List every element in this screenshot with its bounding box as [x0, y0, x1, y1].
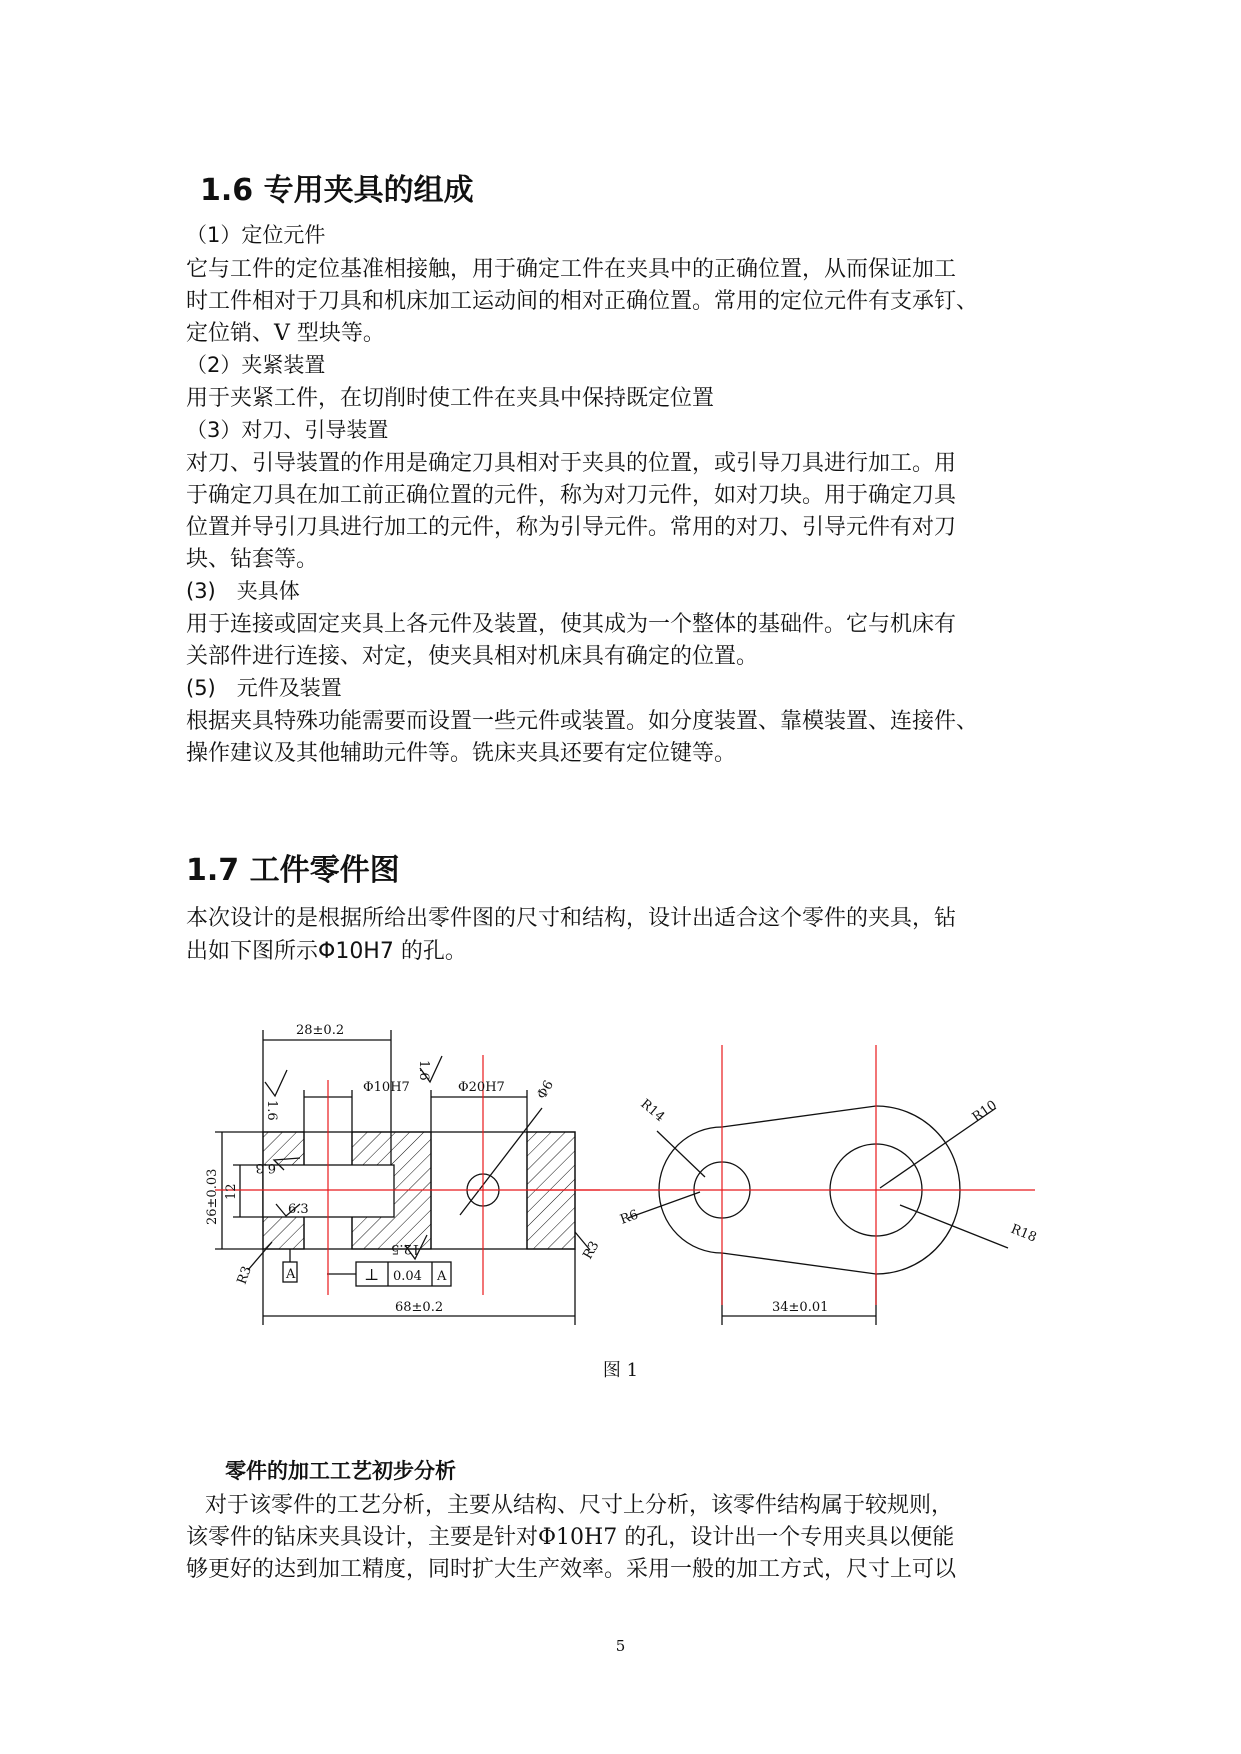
dim-phi6: Φ6	[534, 1078, 557, 1102]
rough-1-6-b: 1.6	[416, 1060, 431, 1081]
dim-12: 12	[224, 1183, 239, 1200]
rough-6-3-b: 6.3	[288, 1202, 309, 1217]
figure-caption: 图 1	[602, 1360, 639, 1381]
body-line: 定位销、V 型块等。	[186, 321, 385, 346]
dim-r10: R10	[969, 1097, 1000, 1126]
item-heading-elements-devices: (5) 元件及装置	[186, 676, 342, 700]
body-line: 用于连接或固定夹具上各元件及装置，使其成为一个整体的基础件。它与机床有	[186, 612, 957, 637]
body-line: 位置并导引刀具进行加工的元件，称为引导元件。常用的对刀、引导元件有对刀	[186, 515, 957, 540]
body-line: 时工件相对于刀具和机床加工运动间的相对正确位置。常用的定位元件有支承钉、	[186, 289, 979, 314]
perpendicularity-symbol: ⊥	[364, 1265, 380, 1284]
dim-phi10: Φ10H7	[363, 1080, 410, 1095]
body-line: 操作建议及其他辅助元件等。铣床夹具还要有定位键等。	[186, 741, 737, 766]
body-line: 于确定刀具在加工前正确位置的元件，称为对刀元件，如对刀块。用于确定刀具	[186, 483, 957, 508]
item-heading-locating-element: （1）定位元件	[186, 223, 326, 247]
dim-68: 68±0.2	[395, 1300, 444, 1315]
body-line: 关部件进行连接、对定，使夹具相对机床具有确定的位置。	[186, 644, 759, 669]
item-heading-fixture-body: (3) 夹具体	[186, 579, 300, 603]
body-line: 够更好的达到加工精度，同时扩大生产效率。采用一般的加工方式，尺寸上可以	[186, 1557, 957, 1582]
section-title-1-6: 1.6 专用夹具的组成	[200, 173, 474, 208]
dim-r14: R14	[637, 1096, 668, 1125]
dim-r3-left: R3	[234, 1264, 255, 1287]
dim-phi20: Φ20H7	[458, 1080, 505, 1095]
dim-28: 28±0.2	[296, 1023, 345, 1038]
body-line: 出如下图所示Φ10H7 的孔。	[186, 939, 467, 964]
body-line: 块、钻套等。	[186, 547, 319, 572]
dim-26: 26±0.03	[205, 1168, 220, 1225]
item-heading-clamping-device: （2）夹紧装置	[186, 353, 326, 377]
page-number: 5	[615, 1637, 626, 1655]
plan-view	[628, 1106, 1008, 1325]
item-heading-tool-guide: （3）对刀、引导装置	[186, 418, 389, 442]
body-line: 对刀、引导装置的作用是确定刀具相对于夹具的位置，或引导刀具进行加工。用	[186, 451, 957, 476]
body-line: 对于该零件的工艺分析，主要从结构、尺寸上分析，该零件结构属于较规则，	[205, 1493, 954, 1518]
dim-34: 34±0.01	[772, 1300, 829, 1315]
rough-12-5: 12.5	[391, 1241, 420, 1256]
perp-tolerance: 0.04	[393, 1269, 422, 1284]
body-line: 用于夹紧工件，在切削时使工件在夹具中保持既定位置	[186, 386, 715, 411]
analysis-title: 零件的加工工艺初步分析	[225, 1459, 456, 1483]
datum-a: A	[286, 1267, 296, 1282]
rough-1-6-a: 1.6	[264, 1100, 279, 1121]
dim-r6: R6	[618, 1207, 641, 1228]
dim-r3-right: R3	[580, 1238, 603, 1262]
perp-datum: A	[437, 1269, 447, 1284]
body-line: 该零件的钻床夹具设计，主要是针对Φ10H7 的孔，设计出一个专用夹具以便能	[186, 1525, 955, 1550]
section-title-1-7: 1.7 工件零件图	[186, 853, 400, 888]
body-line: 根据夹具特殊功能需要而设置一些元件或装置。如分度装置、靠模装置、连接件、	[186, 709, 979, 734]
rough-6-3-a: 6.3	[255, 1160, 276, 1175]
body-line: 它与工件的定位基准相接触，用于确定工件在夹具中的正确位置，从而保证加工	[186, 257, 957, 282]
dim-r18: R18	[1008, 1221, 1039, 1246]
body-line: 本次设计的是根据所给出零件图的尺寸和结构，设计出适合这个零件的夹具，钻	[186, 906, 957, 931]
